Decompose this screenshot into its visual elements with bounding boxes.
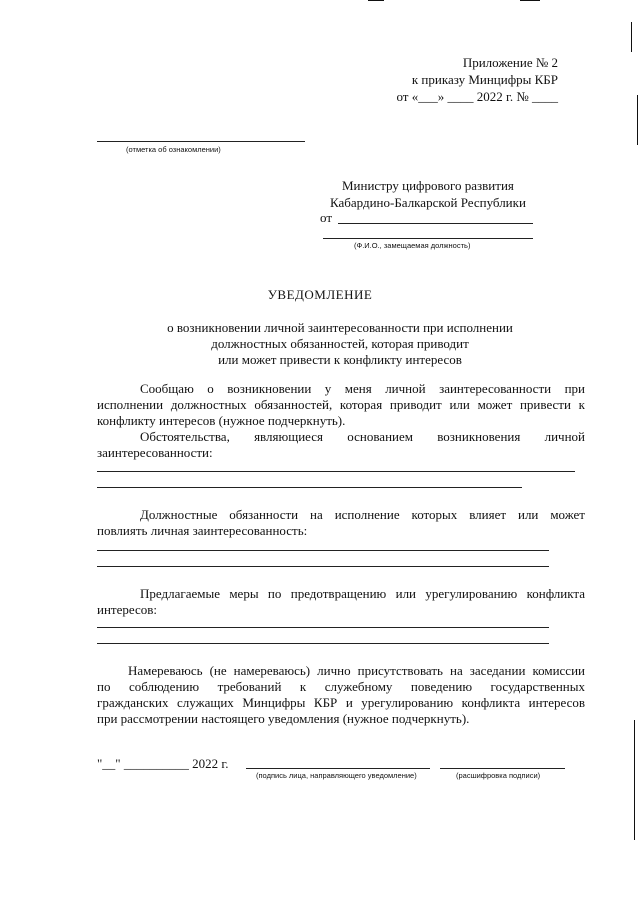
signature-decode-line [440, 768, 565, 769]
para2-fill-line2 [97, 487, 522, 488]
scan-edge-mark-top-left [368, 0, 384, 1]
acknowledgement-line [97, 141, 305, 142]
subtitle-block [100, 320, 580, 368]
para1-line2: исполнении должностных обязанностей, которая приводит или может привести к [97, 397, 585, 412]
subtitle-line1: о возникновении личной заинтересованности при исполнении [167, 320, 513, 335]
para5-line2: по соблюдению требований к служебному поведению государственных [97, 679, 585, 694]
scan-edge-mark-right-3 [634, 720, 635, 840]
para1-line1: Сообщаю о возникновении у меня личной заинтересованности при [140, 381, 585, 396]
para4-line2: интересов: [97, 602, 157, 617]
para1-line3: конфликту интересов (нужное подчеркнуть). [97, 413, 346, 428]
appendix-line2: к приказу Минцифры КБР [411, 72, 558, 87]
para3-fill-line1 [97, 550, 549, 551]
signature-signer-caption: (подпись лица, направляющего уведомление) [256, 771, 417, 780]
scan-edge-mark-right-2 [637, 95, 638, 145]
addressee-from-line [338, 223, 533, 224]
scan-edge-mark-right-1 [631, 22, 632, 52]
para5-line4: при рассмотрении настоящего уведомления (нужное подчеркнуть). [97, 711, 470, 726]
para2-line1: Обстоятельства, являющиеся основанием возникновения личной [140, 429, 585, 444]
acknowledgement-note: (отметка об ознакомлении) [126, 145, 221, 154]
addressee-caption: (Ф.И.О., замещаемая должность) [354, 241, 471, 250]
scan-edge-mark-top [520, 0, 540, 1]
subtitle-line2: должностных обязанностей, которая приводит [211, 336, 469, 351]
para5-line1: Намереваюсь (не намереваюсь) лично присутствовать на заседании комиссии [128, 663, 585, 678]
appendix-block [300, 55, 558, 106]
para4-fill-line1 [97, 627, 549, 628]
para3-line1: Должностные обязанности на исполнение которых влияет или может [140, 507, 585, 522]
signature-date: "__" __________ 2022 г. [97, 756, 229, 771]
para5-line3: гражданских служащих Минцифры КБР и урегулированию конфликта интересов [97, 695, 585, 710]
para3-fill-line2 [97, 566, 549, 567]
para2-fill-line1 [97, 471, 575, 472]
addressee-from-label: от [320, 210, 333, 225]
addressee-line2: Кабардино-Балкарской Республики [330, 195, 526, 210]
addressee-second-line [323, 238, 533, 239]
appendix-line3: от «___» ____ 2022 г. № ____ [396, 89, 558, 104]
signature-signer-line [246, 768, 430, 769]
para3-line2: повлиять личная заинтересованность: [97, 523, 308, 538]
para4-fill-line2 [97, 643, 549, 644]
signature-decode-caption: (расшифровка подписи) [456, 771, 541, 780]
para2-line2: заинтересованности: [97, 445, 213, 460]
addressee-line1: Министру цифрового развития [342, 178, 514, 193]
appendix-line1: Приложение № 2 [462, 55, 558, 70]
subtitle-line3: или может привести к конфликту интересов [218, 352, 462, 367]
para4-line1: Предлагаемые меры по предотвращению или урегулированию конфликта [140, 586, 585, 601]
document-title: УВЕДОМЛЕНИЕ [267, 287, 373, 302]
